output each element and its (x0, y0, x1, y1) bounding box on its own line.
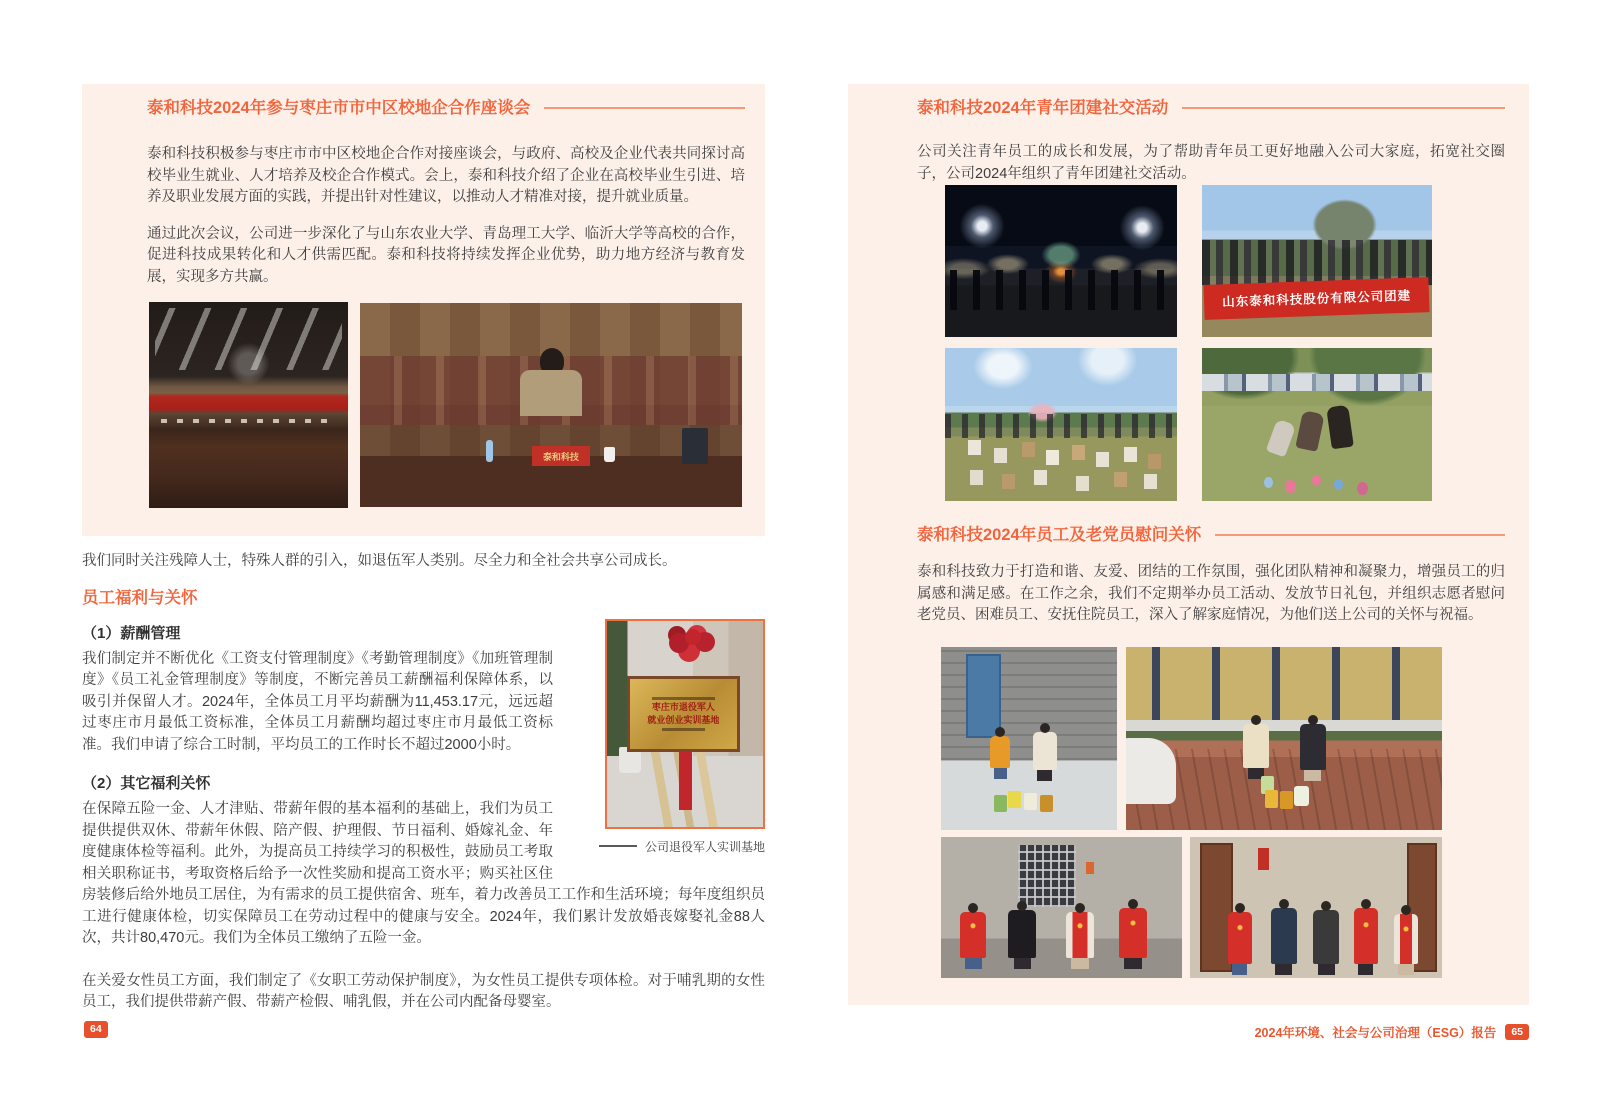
volunteer-red-vest-figure (1066, 912, 1094, 958)
speaker-body-shape (520, 370, 582, 416)
player-figure (1266, 419, 1296, 458)
blue-door-shape (966, 654, 1001, 738)
photo-conference-meeting (149, 302, 348, 508)
red-scroll-shape (1258, 848, 1269, 870)
table-papers-texture (161, 419, 336, 423)
hanging-bag-shape (1086, 862, 1094, 874)
red-banner (1204, 277, 1430, 320)
ceiling-lights-texture (155, 308, 342, 370)
page-number-left: 64 (84, 1021, 108, 1038)
desk-nameplate: 泰和科技 (532, 446, 590, 466)
volunteer-red-vest-figure (1354, 908, 1378, 964)
photo-volunteers-outdoor (941, 837, 1182, 978)
volunteer-red-vest-figure (1228, 912, 1252, 964)
heading-rule (1182, 107, 1505, 109)
volunteer-red-vest-figure (960, 912, 986, 958)
photo-plaque-easel (605, 619, 765, 829)
microphone-console-shape (682, 428, 708, 464)
crowd-silhouettes (945, 414, 1177, 438)
person-figure (1008, 910, 1036, 958)
person-figure (1300, 724, 1326, 770)
welfare-heading: 员工福利与关怀 (82, 588, 198, 607)
figure-veteran-base (565, 619, 765, 855)
photo-volunteers-indoor (1190, 837, 1442, 978)
female-care-paragraph: 在关爱女性员工方面，我们制定了《女职工劳动保护制度》，为女性员工提供专项体检。对于哺乳期的女性员工，我们提供带薪产假、带薪产检假、哺乳假，并在公司内配备母婴室。 (82, 972, 765, 1010)
player-figure (1295, 410, 1324, 452)
seminar-title: 泰和科技2024年参与枣庄市市中区校地企合作座谈会 (147, 99, 531, 117)
plaque-text-line1: 枣庄市退役军人 (651, 702, 715, 713)
plaque-small-text-line (662, 728, 705, 731)
seminar-para-1: 泰和科技积极参与枣庄市市中区校地企合作对接座谈会，与政府、高校及企业代表共同探讨高校毕业生就业、人才培养及校企合作模式。会上，泰和科技介绍了企业在高校毕业生引进、培养及职业发展方面的实践，并提出针对性建议，以推动人才精准对接，提升就业质量。 (147, 146, 745, 205)
person-figure (1243, 724, 1269, 768)
inclusion-paragraph: 我们同时关注残障人士，特殊人群的引入，如退伍军人类别。尽全力和全社会共享公司成长。 (82, 553, 677, 569)
page-number-right: 65 (1505, 1024, 1529, 1041)
red-cloth-shape (679, 748, 692, 810)
welfare-section (82, 551, 765, 1014)
photo-gift-delivery-snow (941, 647, 1117, 830)
white-car-shape (1126, 738, 1176, 804)
gold-plaque (627, 676, 739, 752)
section-card-seminar (82, 84, 765, 536)
buildings-strip (1202, 374, 1432, 391)
section-card-youth-care (848, 84, 1529, 1005)
plaque-text-line2: 就业创业实训基地 (647, 715, 720, 726)
youth-heading (917, 97, 1505, 119)
care-body: 泰和科技致力于打造和谐、友爱、团结的工作氛围，强化团队精神和凝聚力，增强员工的归属感和满足感。在工作之余，我们不定期举办员工活动、发放节日礼包，并组织志愿者慰问老党员、困难员工、安抚住院员工，深入了解家庭情况，为他们送上公司的关怀与祝福。 (917, 564, 1505, 623)
photo-balloon-game (1202, 348, 1432, 501)
photo-gift-handover (1126, 647, 1442, 830)
heading-rule (1215, 534, 1505, 536)
heading-rule (544, 107, 745, 109)
other-welfare-body: 在保障五险一金、人才津贴、带薪年假的基本福利的基础上，我们为员工提供提供双休、带薪年休假、陪产假、护理假、节日福利、婚嫁礼金、年度健康体检等福利。此外，为提高员工持续学习的积极性，鼓励员工考取相关职称证书，考取资格后给予一次性奖励和提高工资水平；购买社区住房装修后给外地员工居住，为有需求的员工提供宿舍、班车，着力改善员工工作和生活环境；每年度组织员工进行健康体检，切实保障员工在劳动过程中的健康与安全。2024年，我们累计发放婚丧嫁娶礼金88人次，共计80,470元。我们为全体员工缴纳了五险一金。 (82, 801, 765, 946)
crowd-silhouettes (950, 270, 1173, 310)
person-figure (990, 736, 1010, 768)
salary-body: 我们制定并不断优化《工资支付管理制度》《考勤管理制度》《加班管理制度》《员工礼金管理制度》等制度，不断完善员工薪酬福利保障体系，以吸引并保留人才。2024年，全体员工月平均薪酬为11,453.17元，远远超过枣庄市月最低工资标准，全体员工月薪酬均超过枣庄市月最低工资标准。我们申请了综合工时制，平均员工的工作时长不超过2000小时。 (82, 650, 553, 753)
banner-text: 山东泰和科技股份有限公司团建 (1222, 288, 1412, 310)
youth-title: 泰和科技2024年青年团建社交活动 (917, 99, 1169, 117)
photo-group-banner (1202, 185, 1432, 337)
volunteer-red-vest-figure (1119, 908, 1147, 958)
photo-field-game (945, 348, 1177, 501)
report-footer (1255, 1023, 1529, 1041)
care-heading (917, 524, 1505, 546)
other-welfare-subtitle: （2）其它福利关怀 (82, 775, 211, 792)
elderly-person-figure (1313, 910, 1339, 964)
person-figure (1271, 908, 1297, 964)
plaque-small-text-line (652, 697, 716, 700)
teacup-shape (604, 447, 615, 462)
gift-bags-shapes (1008, 791, 1021, 808)
water-bottle-shape (486, 440, 493, 462)
footer-report-title: 2024年环境、社会与公司治理（ESG）报告 (1254, 1026, 1497, 1040)
seminar-para-2: 通过此次会议，公司进一步深化了与山东农业大学、青岛理工大学、临沂大学等高校的合作，促进科技成果转化和人才供需匹配。泰和科技将持续发挥企业优势，助力地方经济与教育发展，实现多方共赢。 (147, 225, 745, 285)
salary-subtitle: （1）薪酬管理 (82, 624, 181, 642)
window-grill-shape (1018, 845, 1076, 907)
photo-night-campfire (945, 185, 1177, 337)
oil-and-rice-gifts-shapes (1265, 790, 1278, 808)
care-title: 泰和科技2024年员工及老党员慰问关怀 (917, 526, 1202, 544)
caption-text: 公司退役军人实训基地 (644, 839, 765, 854)
volunteer-red-vest-figure (1394, 914, 1418, 964)
red-ribbon-bow-shape (685, 629, 701, 645)
caption-dash (599, 845, 637, 847)
person-figure (1033, 732, 1057, 770)
seminar-heading (147, 97, 745, 119)
photo-caption (565, 838, 765, 855)
scattered-boxes-shapes (968, 440, 981, 455)
balloons-shapes (1312, 475, 1321, 486)
youth-body: 公司关注青年员工的成长和发展，为了帮助青年员工更好地融入公司大家庭，拓宽社交圈子，公司2024年组织了青年团建社交活动。 (917, 144, 1505, 182)
player-figure (1326, 405, 1354, 450)
photo-speaker-at-desk (360, 303, 742, 507)
